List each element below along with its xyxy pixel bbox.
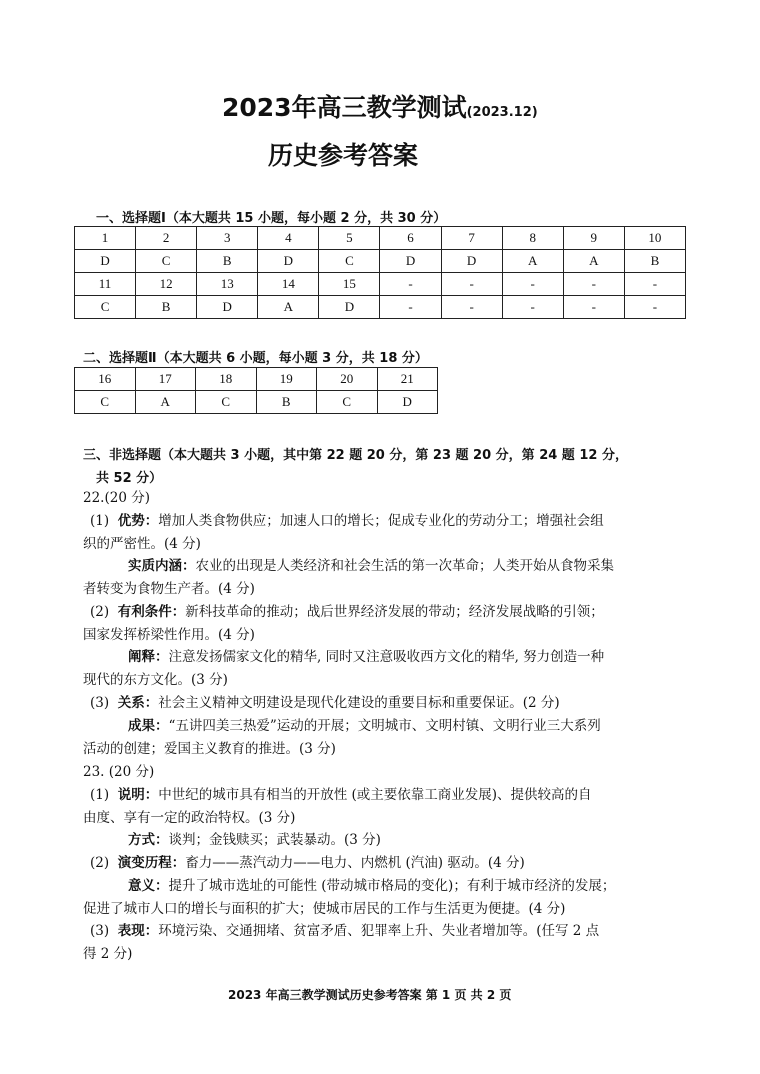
s1-cell: D bbox=[258, 250, 319, 273]
q22-part2 bbox=[90, 603, 604, 621]
s1-row bbox=[75, 227, 686, 250]
s1-cell: - bbox=[380, 273, 441, 296]
q22-p3-num: (3) bbox=[90, 695, 110, 711]
s1-cell: - bbox=[624, 273, 685, 296]
s1-cell: 3 bbox=[197, 227, 258, 250]
s1-cell: C bbox=[75, 296, 136, 319]
s1-cell: C bbox=[319, 250, 380, 273]
q23-part3 bbox=[90, 922, 599, 940]
s1-cell: A bbox=[502, 250, 563, 273]
s1-cell: 11 bbox=[75, 273, 136, 296]
s1-cell: A bbox=[563, 250, 624, 273]
s2-cell: 16 bbox=[75, 368, 136, 391]
s1-cell: - bbox=[380, 296, 441, 319]
s1-cell: B bbox=[624, 250, 685, 273]
q22-p2b-text1: 注意发扬儒家文化的精华, 同时又注意吸收西方文化的精华, 努力创造一种 bbox=[168, 649, 605, 665]
section1-answer-table bbox=[74, 226, 686, 319]
q22-p1-num: (1) bbox=[90, 513, 110, 529]
q23-p2-label: 演变历程： bbox=[117, 855, 186, 871]
page-footer: 2023 年高三教学测试历史参考答案 第 1 页 共 2 页 bbox=[228, 988, 512, 1002]
title-text: 2023年高三教学测试 bbox=[222, 93, 467, 122]
s2-cell: D bbox=[377, 391, 438, 414]
q23-p1-text2: 由度、享有一定的政治特权。(3 分) bbox=[83, 810, 296, 826]
q23-p3-label: 表现： bbox=[117, 923, 159, 939]
s1-row bbox=[75, 250, 686, 273]
s1-cell: - bbox=[624, 296, 685, 319]
s1-cell: C bbox=[136, 250, 197, 273]
s2-cell: C bbox=[196, 391, 257, 414]
s2-cell: C bbox=[75, 391, 136, 414]
s1-row bbox=[75, 273, 686, 296]
title-date: (2023.12) bbox=[466, 105, 538, 120]
q23-p2b-text2: 促进了城市人口的增长与面积的扩大；使城市居民的工作与生活更为便捷。(4 分) bbox=[83, 901, 566, 917]
s1-cell: 14 bbox=[258, 273, 319, 296]
s2-cell: B bbox=[256, 391, 317, 414]
s2-cell: 20 bbox=[317, 368, 378, 391]
q22-p1-label: 优势： bbox=[117, 513, 159, 529]
q22-part3 bbox=[90, 694, 560, 712]
s1-cell: 10 bbox=[624, 227, 685, 250]
s1-cell: 5 bbox=[319, 227, 380, 250]
section3-heading-line2: 共 52 分） bbox=[96, 471, 163, 486]
section1-heading: 一、选择题Ⅰ（本大题共 15 小题，每小题 2 分，共 30 分） bbox=[96, 211, 447, 226]
q22-p1b-text2: 者转变为食物生产者。(4 分) bbox=[83, 581, 255, 597]
s1-cell: D bbox=[75, 250, 136, 273]
s1-cell: 9 bbox=[563, 227, 624, 250]
q22-p2b-text2: 现代的东方文化。(3 分) bbox=[83, 672, 228, 688]
q22-part3b bbox=[128, 717, 601, 735]
q22-title: 22.(20 分) bbox=[83, 490, 150, 506]
q23-p1-num: (1) bbox=[90, 787, 110, 803]
s1-cell: D bbox=[319, 296, 380, 319]
q22-p3-label: 关系： bbox=[117, 695, 159, 711]
s2-cell: 18 bbox=[196, 368, 257, 391]
s1-cell: 2 bbox=[136, 227, 197, 250]
q23-p1b-text1: 谈判；金钱赎买；武装暴动。(3 分) bbox=[168, 832, 381, 848]
q22-p1-text2: 织的严密性。(4 分) bbox=[83, 536, 201, 552]
q23-p1b-label: 方式： bbox=[128, 832, 169, 848]
q22-p3b-label: 成果： bbox=[128, 718, 169, 734]
q23-title: 23. (20 分) bbox=[83, 764, 155, 780]
s1-cell: B bbox=[197, 250, 258, 273]
q23-part1 bbox=[90, 786, 592, 804]
s1-cell: D bbox=[441, 250, 502, 273]
section2-heading: 二、选择题Ⅱ（本大题共 6 小题，每小题 3 分，共 18 分） bbox=[83, 351, 428, 366]
s1-cell: - bbox=[563, 296, 624, 319]
q22-p2b-label: 阐释： bbox=[128, 649, 169, 665]
q23-p2b-label: 意义： bbox=[128, 878, 169, 894]
q22-part2b bbox=[128, 648, 604, 666]
q22-p2-text2: 国家发挥桥梁性作用。(4 分) bbox=[83, 627, 255, 643]
q23-p1-text1: 中世纪的城市具有相当的开放性 (或主要依靠工商业发展)、提供较高的自 bbox=[158, 787, 592, 803]
s1-cell: - bbox=[563, 273, 624, 296]
q23-p3-num: (3) bbox=[90, 923, 110, 939]
s2-cell: 21 bbox=[377, 368, 438, 391]
page-subtitle: 历史参考答案 bbox=[268, 141, 419, 170]
q23-p3-text2: 得 2 分) bbox=[83, 946, 133, 962]
q23-p2b-text1: 提升了城市选址的可能性 (带动城市格局的变化)；有利于城市经济的发展； bbox=[168, 878, 616, 894]
q22-p2-num: (2) bbox=[90, 604, 110, 620]
q22-part1b bbox=[128, 557, 614, 575]
s1-cell: - bbox=[502, 273, 563, 296]
q23-p2-text1: 畜力——蒸汽动力——电力、内燃机 (汽油) 驱动。(4 分) bbox=[185, 855, 525, 871]
s1-row bbox=[75, 296, 686, 319]
q22-p1b-text1: 农业的出现是人类经济和社会生活的第一次革命；人类开始从食物采集 bbox=[195, 558, 614, 574]
s2-cell: A bbox=[135, 391, 196, 414]
section3-heading-line1: 三、非选择题（本大题共 3 小题，其中第 22 题 20 分，第 23 题 20 分，第 24 题 12 分， bbox=[83, 448, 628, 463]
s1-cell: - bbox=[441, 296, 502, 319]
q22-p1-text1: 增加人类食物供应；加速人口的增长；促成专业化的劳动分工；增强社会组 bbox=[158, 513, 604, 529]
s1-cell: - bbox=[502, 296, 563, 319]
q23-p2-num: (2) bbox=[90, 855, 110, 871]
q23-p3-text1: 环境污染、交通拥堵、贫富矛盾、犯罪率上升、失业者增加等。(任写 2 点 bbox=[158, 923, 600, 939]
s1-cell: B bbox=[136, 296, 197, 319]
s2-row bbox=[75, 391, 438, 414]
s2-cell: C bbox=[317, 391, 378, 414]
q22-part1 bbox=[90, 512, 604, 530]
s2-cell: 17 bbox=[135, 368, 196, 391]
s2-row bbox=[75, 368, 438, 391]
q22-p2-text1: 新科技革命的推动；战后世界经济发展的带动；经济发展战略的引领； bbox=[185, 604, 604, 620]
section2-answer-table bbox=[74, 367, 438, 414]
s1-cell: 1 bbox=[75, 227, 136, 250]
q22-p3b-text2: 活动的创建；爱国主义教育的推进。(3 分) bbox=[83, 741, 336, 757]
page-title bbox=[222, 88, 538, 124]
s1-cell: D bbox=[197, 296, 258, 319]
q23-p1-label: 说明： bbox=[117, 787, 159, 803]
q22-p1b-label: 实质内涵： bbox=[128, 558, 196, 574]
s1-cell: D bbox=[380, 250, 441, 273]
s1-cell: 8 bbox=[502, 227, 563, 250]
q23-part2 bbox=[90, 854, 525, 872]
q22-p3-text1: 社会主义精神文明建设是现代化建设的重要目标和重要保证。(2 分) bbox=[158, 695, 560, 711]
s2-cell: 19 bbox=[256, 368, 317, 391]
q22-p2-label: 有利条件： bbox=[117, 604, 186, 620]
q23-part2b bbox=[128, 877, 615, 895]
s1-cell: 7 bbox=[441, 227, 502, 250]
s1-cell: 15 bbox=[319, 273, 380, 296]
s1-cell: 13 bbox=[197, 273, 258, 296]
s1-cell: 4 bbox=[258, 227, 319, 250]
q23-part1b bbox=[128, 831, 381, 849]
s1-cell: A bbox=[258, 296, 319, 319]
q22-p3b-text1: “五讲四美三热爱”运动的开展；文明城市、文明村镇、文明行业三大系列 bbox=[168, 718, 601, 734]
s1-cell: - bbox=[441, 273, 502, 296]
s1-cell: 6 bbox=[380, 227, 441, 250]
s1-cell: 12 bbox=[136, 273, 197, 296]
